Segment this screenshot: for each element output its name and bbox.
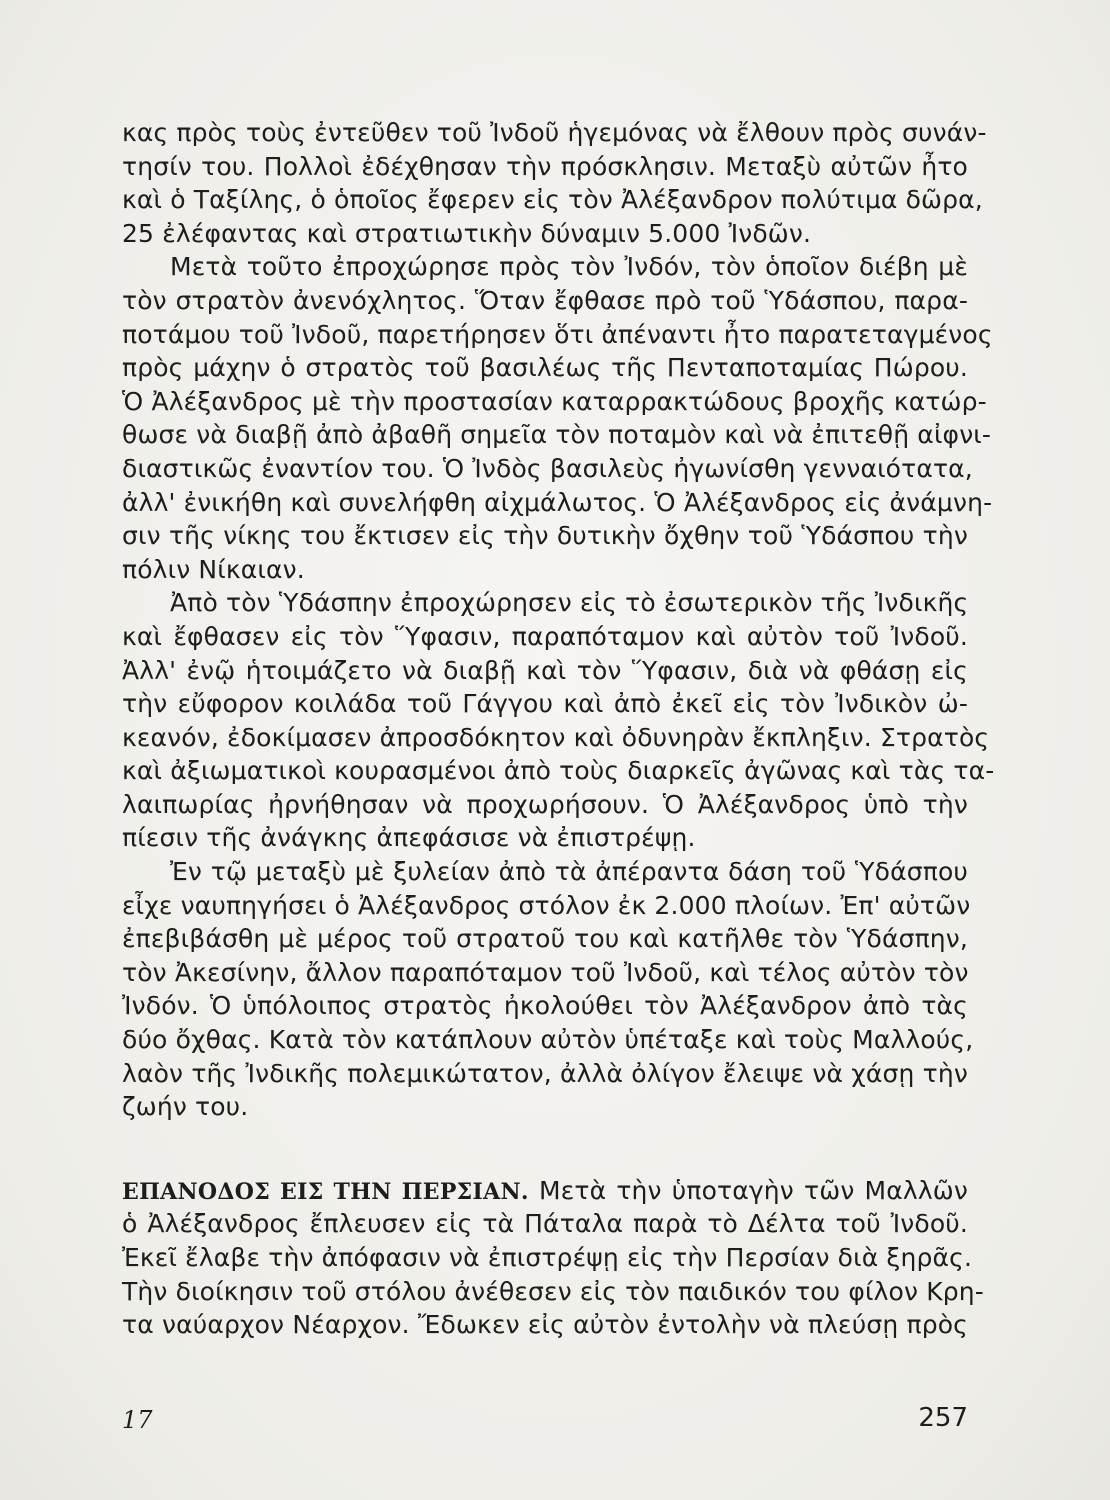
- text-line: λαιπωρίας ἠρνήθησαν νὰ προχωρήσουν. Ὁ Ἀλέξανδρος ὑπὸ τὴν: [122, 789, 968, 819]
- text-line: καὶ ὁ Ταξίλης, ὁ ὁποῖος ἔφερεν εἰς τὸν Ἀλέξανδρον πολύτιμα δῶρα,: [122, 185, 983, 215]
- text-line: λαὸν τῆς Ἰνδικῆς πολεμικώτατον, ἀλλὰ ὀλίγον ἔλειψε νὰ χάσῃ τὴν: [122, 1058, 968, 1088]
- text-line: καὶ ἔφθασεν εἰς τὸν Ὕφασιν, παραπόταμον καὶ αὐτὸν τοῦ Ἰνδοῦ.: [122, 621, 968, 651]
- text-line: Ὁ Ἀλέξανδρος μὲ τὴν προστασίαν καταρρακτώδους βροχῆς κατώρ-: [122, 386, 987, 416]
- text-line: ἐπεβιβάσθη μὲ μέρος τοῦ στρατοῦ του καὶ κατῆλθε τὸν Ὑδάσπην,: [122, 924, 968, 954]
- text-line: θωσε νὰ διαβῇ ἀπὸ ἀβαθῆ σημεῖα τὸν ποταμὸν καὶ νὰ ἐπιτεθῇ αἰφνι-: [122, 420, 992, 450]
- text-line: τὴν εὔφορον κοιλάδα τοῦ Γάγγου καὶ ἀπὸ ἐκεῖ εἰς τὸν Ἰνδικὸν ὠ-: [122, 689, 968, 719]
- text-line: πίεσιν τῆς ἀνάγκης ἀπεφάσισε νὰ ἐπιστρέψῃ.: [122, 823, 696, 853]
- signature-mark: 17: [122, 1406, 153, 1434]
- paragraph-3: [122, 586, 995, 855]
- text-line: 25 ἐλέφαντας καὶ στρατιωτικὴν δύναμιν 5.000 Ἰνδῶν.: [122, 218, 812, 248]
- text-line: Τὴν διοίκησιν τοῦ στόλου ἀνέθεσεν εἰς τὸν παιδικόν του φίλον Κρη-: [122, 1276, 984, 1306]
- text-line: κας πρὸς τοὺς ἐντεῦθεν τοῦ Ἰνδοῦ ἡγεμόνας νὰ ἔλθουν πρὸς συνάν-: [122, 118, 987, 147]
- text-line: Μετὰ τοῦτο ἐπροχώρησε πρὸς τὸν Ἰνδόν, τὸν ὁποῖον διέβη μὲ: [170, 252, 968, 282]
- text-line: ποτάμου τοῦ Ἰνδοῦ, παρετήρησεν ὅτι ἀπέναντι ἦτο παρατεταγμένος: [122, 319, 993, 349]
- section-epanodos: [122, 1174, 984, 1342]
- text-line: τα ναύαρχον Νέαρχον. Ἔδωκεν εἰς αὐτὸν ἐντολὴν νὰ πλεύσῃ πρὸς: [122, 1310, 968, 1340]
- text-line: σιν τῆς νίκης του ἔκτισεν εἰς τὴν δυτικὴν ὄχθην τοῦ Ὑδάσπου τὴν: [122, 521, 968, 551]
- section-first-line: [122, 1174, 968, 1208]
- text-line: πόλιν Νίκαιαν.: [122, 554, 305, 584]
- text-line: Ἐκεῖ ἔλαβε τὴν ἀπόφασιν νὰ ἐπιστρέψῃ εἰς τὴν Περσίαν διὰ ξηρᾶς.: [122, 1243, 973, 1272]
- text-line: τησίν του. Πολλοὶ ἐδέχθησαν τὴν πρόσκλησιν. Μεταξὺ αὐτῶν ἦτο: [122, 151, 968, 181]
- text-line: πρὸς μάχην ὁ στρατὸς τοῦ βασιλέως τῆς Πενταποταμίας Πώρου.: [122, 353, 968, 383]
- text-line: εἶχε ναυπηγήσει ὁ Ἀλέξανδρος στόλον ἐκ 2.000 πλοίων. Ἐπ' αὐτῶν: [122, 890, 971, 920]
- body-text: [122, 116, 995, 1342]
- section-first-line-text: Μετὰ τὴν ὑποταγὴν τῶν Μαλλῶν: [539, 1175, 968, 1205]
- text-line: ἀλλ' ἐνικήθη καὶ συνελήφθη αἰχμάλωτος. Ὁ Ἀλέξανδρος εἰς ἀνάμνη-: [122, 487, 993, 517]
- text-line: Ἀπὸ τὸν Ὑδάσπην ἐπροχώρησεν εἰς τὸ ἐσωτερικὸν τῆς Ἰνδικῆς: [170, 588, 969, 618]
- text-line: διαστικῶς ἐναντίον του. Ὁ Ἰνδὸς βασιλεὺς ἠγωνίσθη γενναιότατα,: [122, 453, 973, 483]
- paragraph-1: [122, 116, 987, 250]
- text-line: ζωήν του.: [122, 1092, 249, 1122]
- paragraph-2: [122, 250, 993, 586]
- text-line: ὁ Ἀλέξανδρος ἔπλευσεν εἰς τὰ Πάταλα παρὰ τὸ Δέλτα τοῦ Ἰνδοῦ.: [122, 1209, 968, 1239]
- text-line: Ἰνδόν. Ὁ ὑπόλοιπος στρατὸς ἠκολούθει τὸν Ἀλέξανδρον ἀπὸ τὰς: [122, 991, 968, 1021]
- text-line: Ἐν τῷ μεταξὺ μὲ ξυλείαν ἀπὸ τὰ ἀπέραντα δάση τοῦ Ὑδάσπου: [170, 857, 968, 887]
- paragraph-4: [122, 855, 974, 1124]
- text-line: κεανόν, ἐδοκίμασεν ἀπροσδόκητον καὶ ὀδυνηρὰν ἔκπληξιν. Στρατὸς: [122, 722, 990, 752]
- text-line: δύο ὄχθας. Κατὰ τὸν κατάπλουν αὐτὸν ὑπέταξε καὶ τοὺς Μαλλούς,: [122, 1025, 974, 1055]
- text-line: καὶ ἀξιωματικοὶ κουρασμένοι ἀπὸ τοὺς διαρκεῖς ἀγῶνας καὶ τὰς τα-: [122, 756, 995, 786]
- page-number: 257: [918, 1403, 968, 1433]
- section-heading: ΕΠΑΝΟΔΟΣ ΕΙΣ ΤΗΝ ΠΕΡΣΙΑΝ.: [122, 1178, 529, 1205]
- text-line: Ἀλλ' ἐνῷ ἡτοιμάζετο νὰ διαβῇ καὶ τὸν Ὕφασιν, διὰ νὰ φθάσῃ εἰς: [122, 655, 968, 685]
- section-gap: [122, 1124, 968, 1174]
- text-line: τὸν στρατὸν ἀνενόχλητος. Ὅταν ἔφθασε πρὸ τοῦ Ὑδάσπου, παρα-: [122, 285, 968, 315]
- text-line: τὸν Ἀκεσίνην, ἄλλον παραπόταμον τοῦ Ἰνδοῦ, καὶ τέλος αὐτὸν τὸν: [122, 957, 969, 987]
